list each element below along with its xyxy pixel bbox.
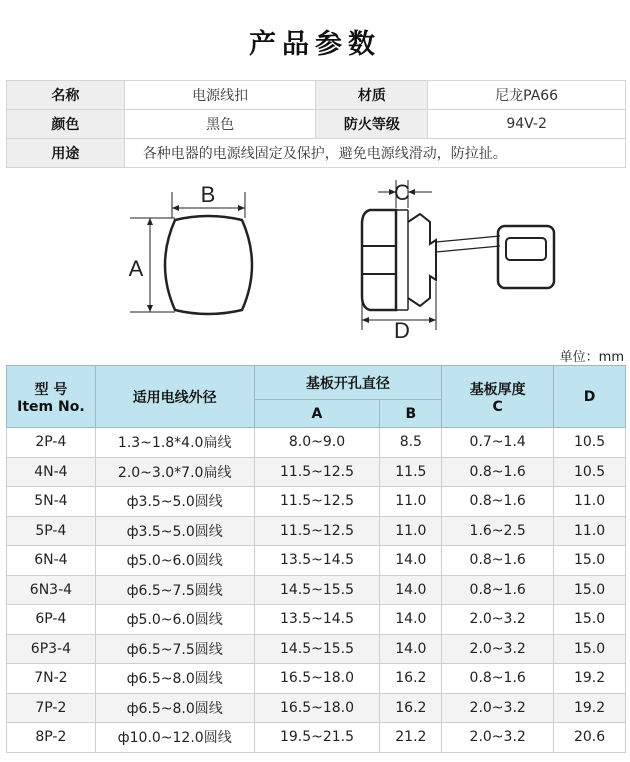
table-row [7, 605, 626, 635]
cell-c: 0.8~1.6 [442, 487, 554, 517]
header-model-cn: 型 号 [34, 381, 68, 398]
cell-model: 2P-4 [7, 428, 96, 458]
cell-wire: ф3.5~5.0圆线 [95, 516, 254, 546]
spec-table [6, 365, 626, 753]
info-row-usage [7, 139, 626, 168]
cell-d: 20.6 [554, 723, 626, 753]
table-row [7, 516, 626, 546]
usage-label: 用途 [7, 139, 125, 168]
cell-d: 10.5 [554, 457, 626, 487]
header-hole-diameter: 基板开孔直径 [254, 366, 442, 400]
header-hole-a: A [254, 400, 380, 428]
header-hole-b: B [380, 400, 442, 428]
dimension-label-a: A [128, 256, 144, 281]
cell-b: 14.0 [380, 634, 442, 664]
usage-value: 各种电器的电源线固定及保护，避免电源线滑动，防拉扯。 [124, 139, 625, 168]
front-view-drawing [130, 192, 252, 314]
cell-d: 15.0 [554, 634, 626, 664]
cell-wire: ф6.5~8.0圆线 [95, 664, 254, 694]
dimension-label-d: D [394, 318, 410, 343]
cell-c: 0.7~1.4 [442, 428, 554, 458]
name-label: 名称 [7, 81, 125, 110]
cell-d: 15.0 [554, 546, 626, 576]
dimension-drawings [0, 170, 630, 345]
cell-c: 0.8~1.6 [442, 457, 554, 487]
header-thickness [442, 366, 554, 428]
cell-d: 15.0 [554, 575, 626, 605]
color-label: 颜色 [7, 110, 125, 139]
cell-b: 11.0 [380, 487, 442, 517]
side-view-drawing [362, 180, 554, 330]
cell-b: 16.2 [380, 664, 442, 694]
unit-label: 单位：mm [559, 350, 624, 365]
cell-d: 19.2 [554, 693, 626, 723]
cell-d: 10.5 [554, 428, 626, 458]
cell-a: 13.5~14.5 [254, 605, 380, 635]
cell-model: 6P-4 [7, 605, 96, 635]
cell-wire: ф6.5~7.5圆线 [95, 575, 254, 605]
material-value: 尼龙PA66 [428, 81, 626, 110]
spec-header-row [7, 366, 626, 400]
dimension-label-c: C [394, 180, 410, 205]
color-value: 黑色 [124, 110, 316, 139]
cell-b: 14.0 [380, 546, 442, 576]
cell-d: 11.0 [554, 516, 626, 546]
cell-model: 6N3-4 [7, 575, 96, 605]
cell-c: 2.0~3.2 [442, 634, 554, 664]
cell-wire: 1.3~1.8*4.0扁线 [95, 428, 254, 458]
cell-wire: ф6.5~7.5圆线 [95, 634, 254, 664]
cell-model: 6N-4 [7, 546, 96, 576]
table-row [7, 487, 626, 517]
fire-rating-label: 防火等级 [316, 110, 428, 139]
table-row [7, 693, 626, 723]
cell-b: 21.2 [380, 723, 442, 753]
cell-c: 0.8~1.6 [442, 575, 554, 605]
table-row [7, 664, 626, 694]
header-thickness-cn: 基板厚度 [469, 381, 526, 398]
dimension-label-b: B [200, 182, 216, 207]
cell-a: 8.0~9.0 [254, 428, 380, 458]
table-row [7, 723, 626, 753]
cell-a: 13.5~14.5 [254, 546, 380, 576]
cell-a: 16.5~18.0 [254, 664, 380, 694]
cell-model: 5N-4 [7, 487, 96, 517]
header-thickness-c: C [492, 398, 503, 415]
header-model [7, 366, 96, 428]
table-row [7, 457, 626, 487]
table-row [7, 575, 626, 605]
cell-c: 2.0~3.2 [442, 723, 554, 753]
cell-c: 2.0~3.2 [442, 693, 554, 723]
material-label: 材质 [316, 81, 428, 110]
cell-wire: ф6.5~8.0圆线 [95, 693, 254, 723]
header-wire-diameter: 适用电线外径 [95, 366, 254, 428]
cell-wire: 2.0~3.0*7.0扁线 [95, 457, 254, 487]
info-row-name [7, 81, 626, 110]
product-info-table [6, 80, 626, 168]
cell-a: 19.5~21.5 [254, 723, 380, 753]
cell-wire: ф5.0~6.0圆线 [95, 546, 254, 576]
cell-a: 11.5~12.5 [254, 516, 380, 546]
cell-d: 11.0 [554, 487, 626, 517]
cell-a: 11.5~12.5 [254, 457, 380, 487]
cell-a: 14.5~15.5 [254, 575, 380, 605]
cell-a: 11.5~12.5 [254, 487, 380, 517]
table-row [7, 634, 626, 664]
cell-model: 4N-4 [7, 457, 96, 487]
cell-wire: ф5.0~6.0圆线 [95, 605, 254, 635]
name-value: 电源线扣 [124, 81, 316, 110]
table-row [7, 546, 626, 576]
cell-b: 11.5 [380, 457, 442, 487]
header-d: D [554, 366, 626, 428]
cell-b: 11.0 [380, 516, 442, 546]
table-row [7, 428, 626, 458]
cell-c: 0.8~1.6 [442, 664, 554, 694]
fire-rating-value: 94V-2 [428, 110, 626, 139]
cell-wire: ф3.5~5.0圆线 [95, 487, 254, 517]
cell-model: 5P-4 [7, 516, 96, 546]
cell-model: 7P-2 [7, 693, 96, 723]
info-row-color [7, 110, 626, 139]
cell-wire: ф10.0~12.0圆线 [95, 723, 254, 753]
cell-c: 2.0~3.2 [442, 605, 554, 635]
page-title: 产品参数 [249, 29, 381, 60]
cell-d: 19.2 [554, 664, 626, 694]
cell-c: 0.8~1.6 [442, 546, 554, 576]
cell-a: 14.5~15.5 [254, 634, 380, 664]
cell-b: 14.0 [380, 575, 442, 605]
cell-a: 16.5~18.0 [254, 693, 380, 723]
cell-c: 1.6~2.5 [442, 516, 554, 546]
cell-model: 8P-2 [7, 723, 96, 753]
cell-b: 8.5 [380, 428, 442, 458]
cell-d: 15.0 [554, 605, 626, 635]
header-model-en: Item No. [17, 398, 85, 415]
cell-b: 16.2 [380, 693, 442, 723]
cell-model: 6P3-4 [7, 634, 96, 664]
cell-model: 7N-2 [7, 664, 96, 694]
cell-b: 14.0 [380, 605, 442, 635]
